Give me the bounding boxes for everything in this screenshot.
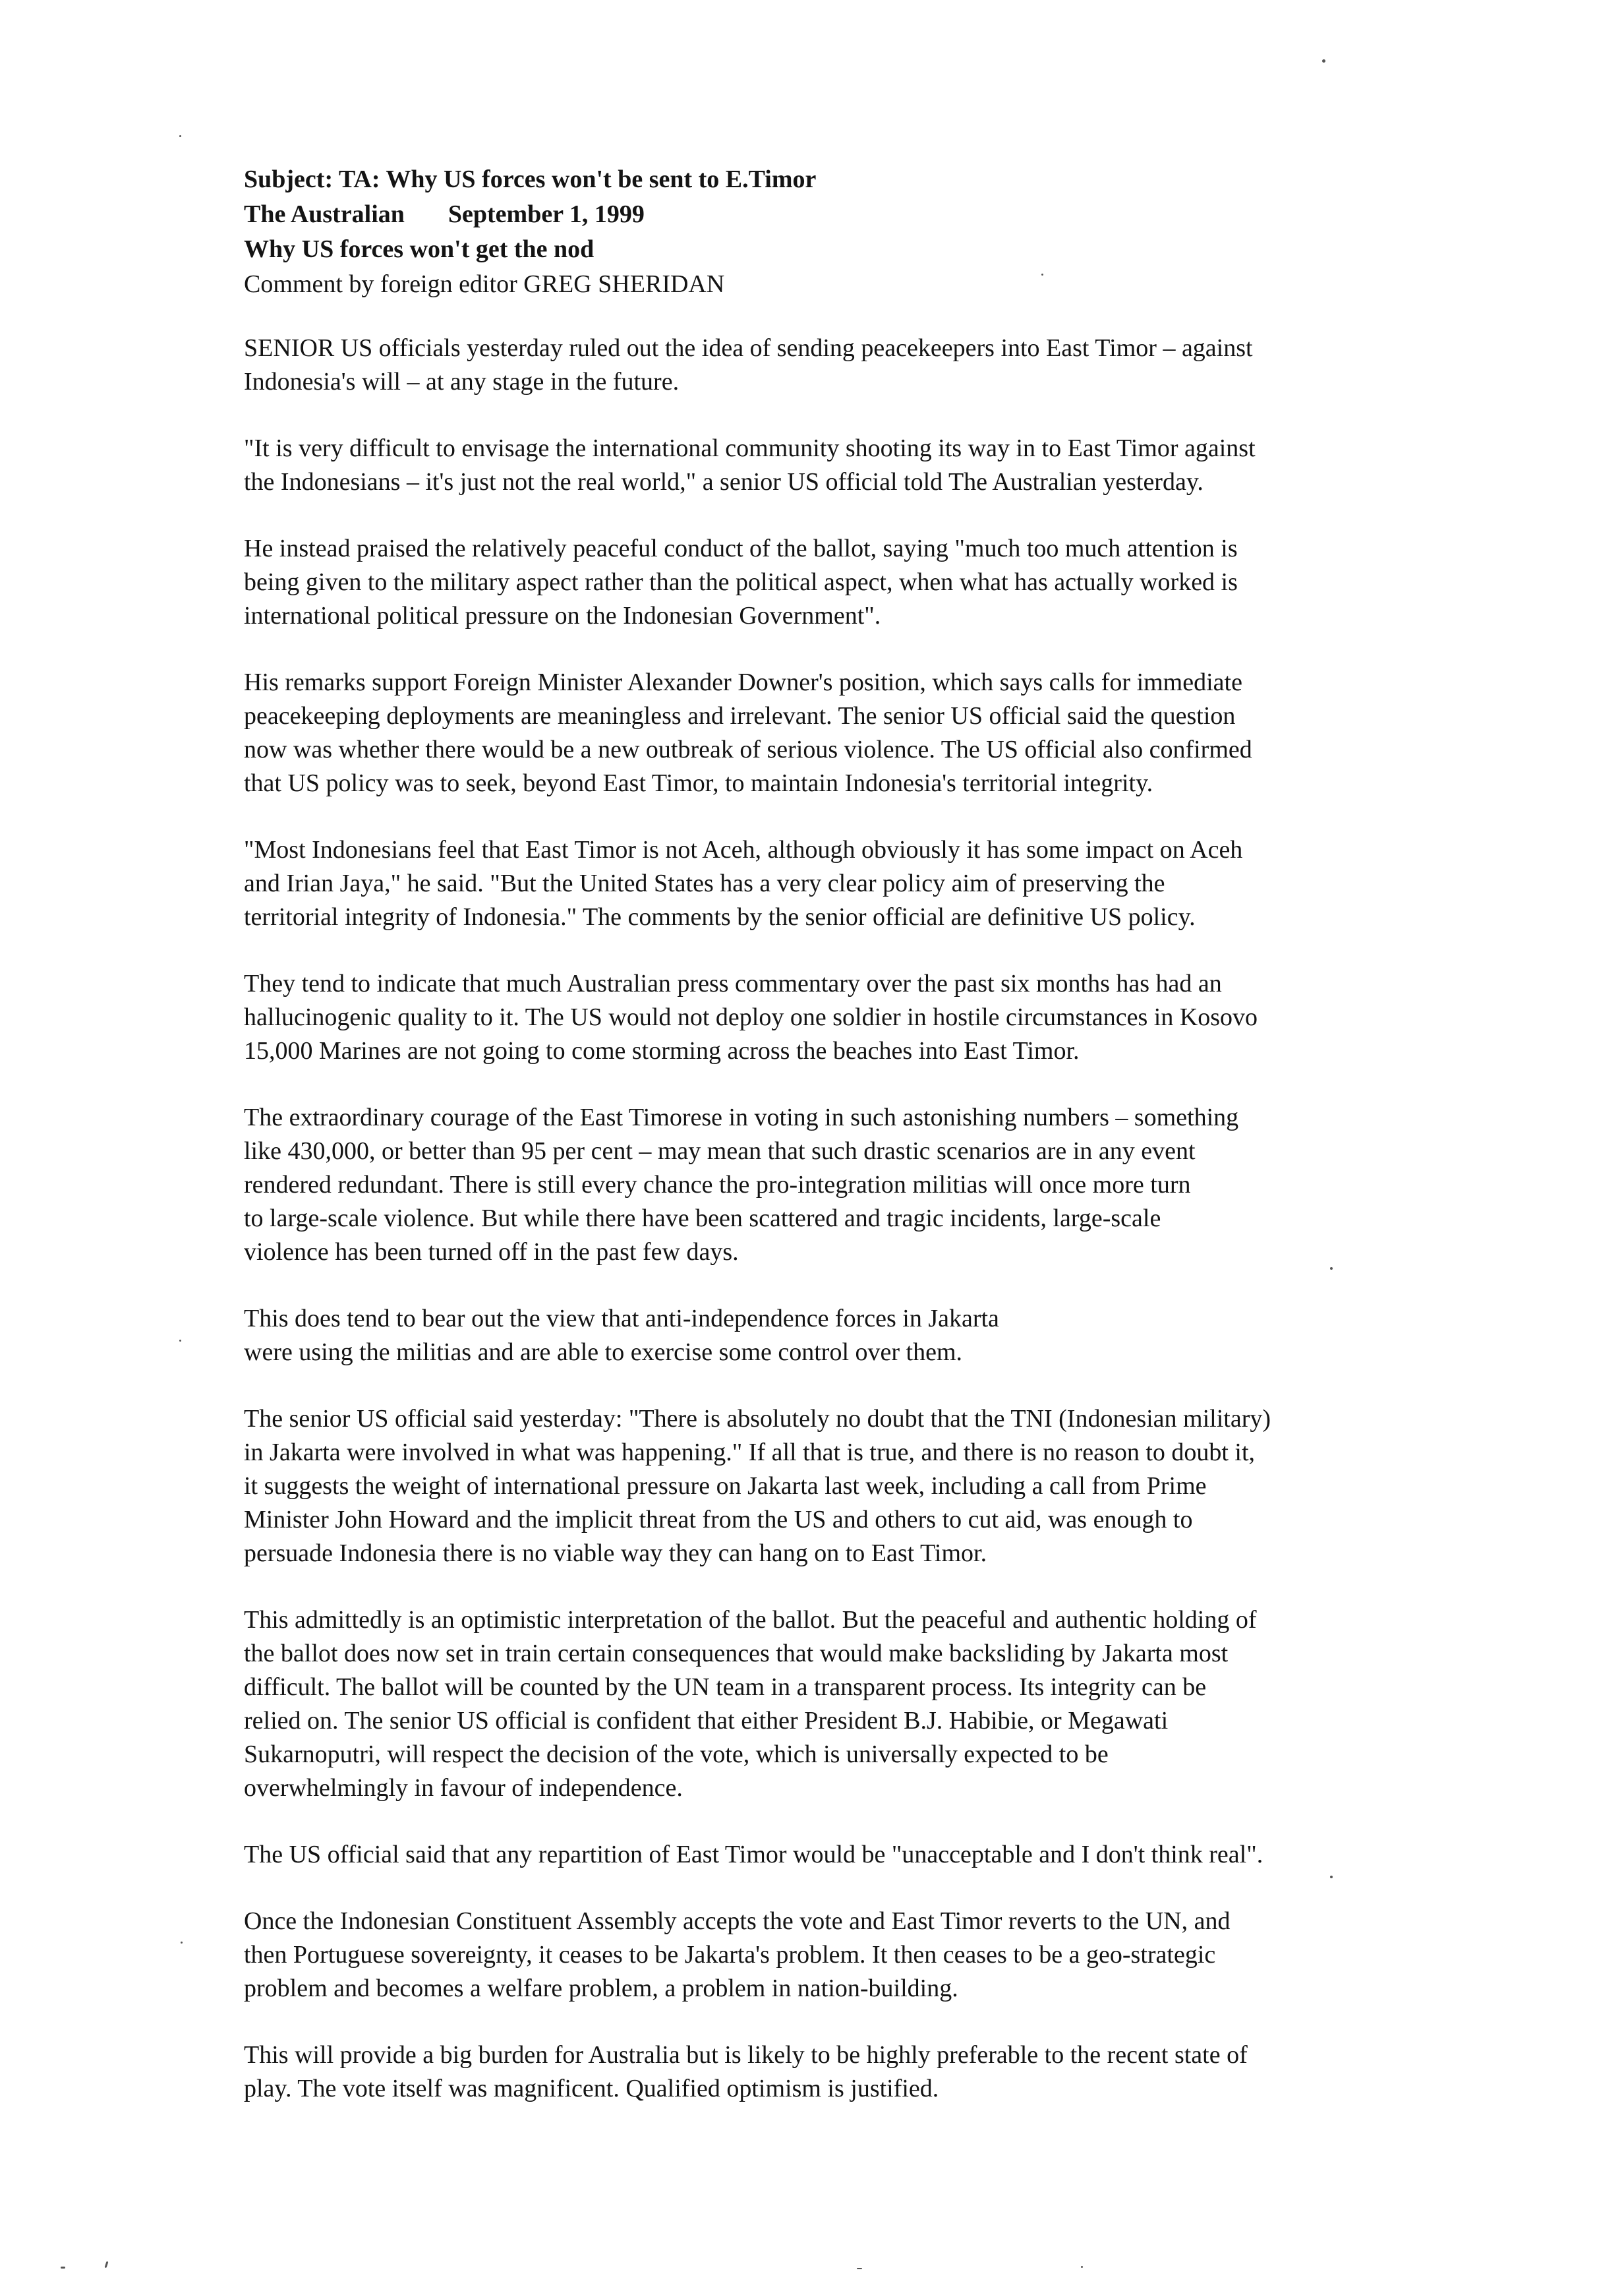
paragraph-line: This admittedly is an optimistic interpretation of the ballot. But the peaceful and authentic holding of <box>244 1606 1257 1634</box>
paragraph-line: "Most Indonesians feel that East Timor is not Aceh, although obviously it has some impact on Aceh <box>244 836 1243 864</box>
paragraph-line: persuade Indonesia there is no viable way they can hang on to East Timor. <box>244 1539 987 1567</box>
paragraph-line: overwhelmingly in favour of independence. <box>244 1774 683 1802</box>
scan-speck <box>1081 2266 1083 2268</box>
paragraph-line: then Portuguese sovereignty, it ceases to be Jakarta's problem. It then ceases to be a geo-strategic <box>244 1941 1216 1969</box>
article-paragraph <box>244 666 1424 800</box>
paragraph-line: being given to the military aspect rather than the political aspect, when what has actually worked is <box>244 568 1238 596</box>
scan-speck <box>179 1340 181 1342</box>
paragraph-line: Once the Indonesian Constituent Assembly accepts the vote and East Timor reverts to the UN, and <box>244 1907 1231 1935</box>
paragraph-line: to large-scale violence. But while there have been scattered and tragic incidents, large-scale <box>244 1204 1161 1232</box>
article-paragraph <box>244 332 1424 399</box>
paragraph-line: The extraordinary courage of the East Timorese in voting in such astonishing numbers – something <box>244 1104 1239 1131</box>
scan-speck <box>1330 1267 1333 1270</box>
scan-speck <box>857 2268 862 2269</box>
scan-speck <box>105 2261 109 2268</box>
paragraph-line: violence has been turned off in the past few days. <box>244 1238 739 1266</box>
paragraph-line: Sukarnoputri, will respect the decision of the vote, which is universally expected to be <box>244 1740 1109 1768</box>
paragraph-line: This will provide a big burden for Australia but is likely to be highly preferable to the recent state of <box>244 2041 1248 2069</box>
headline: Why US forces won't get the nod <box>244 235 594 263</box>
paragraph-line: "It is very difficult to envisage the international community shooting its way in to East Timor against <box>244 434 1256 462</box>
paragraph-line: in Jakarta were involved in what was happening." If all that is true, and there is no reason to doubt it, <box>244 1439 1256 1466</box>
paragraph-line: Minister John Howard and the implicit threat from the US and others to cut aid, was enough to <box>244 1506 1193 1533</box>
article <box>244 162 1424 2139</box>
paragraph-line: were using the militias and are able to exercise some control over them. <box>244 1338 963 1366</box>
paragraph-line: This does tend to bear out the view that anti-independence forces in Jakarta <box>244 1305 999 1332</box>
article-body <box>244 332 1424 2106</box>
article-paragraph <box>244 1302 1424 1369</box>
paragraph-line: The US official said that any repartition of East Timor would be "unacceptable and I don't think real". <box>244 1841 1263 1868</box>
paragraph-line: like 430,000, or better than 95 per cent – may mean that such drastic scenarios are in any event <box>244 1137 1196 1165</box>
paragraph-line: the Indonesians – it's just not the real world," a senior US official told The Australian yesterday. <box>244 468 1204 496</box>
paragraph-line: it suggests the weight of international pressure on Jakarta last week, including a call from Prime <box>244 1472 1207 1500</box>
paragraph-line: that US policy was to seek, beyond East Timor, to maintain Indonesia's territorial integrity. <box>244 769 1153 797</box>
scan-speck <box>1322 59 1325 63</box>
article-paragraph <box>244 1905 1424 2006</box>
paragraph-line: The senior US official said yesterday: "There is absolutely no doubt that the TNI (Indonesian military) <box>244 1405 1271 1433</box>
article-paragraph <box>244 1101 1424 1269</box>
paragraph-line: peacekeeping deployments are meaningless and irrelevant. The senior US official said the question <box>244 702 1236 730</box>
subject-line: Subject: TA: Why US forces won't be sent to E.Timor <box>244 165 817 193</box>
paragraph-line: international political pressure on the Indonesian Government". <box>244 602 881 630</box>
publication-name: The Australian <box>244 200 405 228</box>
paragraph-line: hallucinogenic quality to it. The US would not deploy one soldier in hostile circumstances in Kosovo <box>244 1003 1258 1031</box>
paragraph-line: now was whether there would be a new outbreak of serious violence. The US official also confirmed <box>244 736 1252 763</box>
article-paragraph <box>244 532 1424 633</box>
paragraph-line: Indonesia's will – at any stage in the future. <box>244 368 680 396</box>
paragraph-line: territorial integrity of Indonesia." The comments by the senior official are definitive US policy. <box>244 903 1196 931</box>
paragraph-line: play. The vote itself was magnificent. Qualified optimism is justified. <box>244 2075 939 2102</box>
article-paragraph <box>244 1402 1424 1570</box>
paragraph-line: relied on. The senior US official is confident that either President B.J. Habibie, or Megawati <box>244 1707 1169 1735</box>
paragraph-line: They tend to indicate that much Australian press commentary over the past six months has had an <box>244 970 1222 997</box>
paragraph-line: and Irian Jaya," he said. "But the United States has a very clear policy aim of preserving the <box>244 870 1165 897</box>
publication-date: September 1, 1999 <box>448 200 645 228</box>
paragraph-line: 15,000 Marines are not going to come storming across the beaches into East Timor. <box>244 1037 1080 1065</box>
scan-speck <box>1041 274 1043 276</box>
article-paragraph <box>244 833 1424 934</box>
paragraph-line: His remarks support Foreign Minister Alexander Downer's position, which says calls for immediate <box>244 669 1242 696</box>
paragraph-line: SENIOR US officials yesterday ruled out the idea of sending peacekeepers into East Timor – against <box>244 334 1253 362</box>
scan-speck <box>181 1942 183 1944</box>
article-paragraph <box>244 1603 1424 1805</box>
paragraph-line: He instead praised the relatively peaceful conduct of the ballot, saying "much too much attention is <box>244 535 1238 562</box>
article-paragraph <box>244 432 1424 499</box>
paragraph-line: rendered redundant. There is still every chance the pro-integration militias will once more turn <box>244 1171 1191 1199</box>
paragraph-line: problem and becomes a welfare problem, a problem in nation-building. <box>244 1975 958 2002</box>
article-paragraph <box>244 2038 1424 2106</box>
scan-speck <box>61 2267 65 2269</box>
scan-speck <box>1330 1876 1333 1878</box>
paragraph-line: the ballot does now set in train certain consequences that would make backsliding by Jakarta most <box>244 1640 1229 1667</box>
scan-speck <box>179 135 181 137</box>
article-paragraph <box>244 1838 1424 1872</box>
article-paragraph <box>244 967 1424 1068</box>
byline: Comment by foreign editor GREG SHERIDAN <box>244 270 725 298</box>
paragraph-line: difficult. The ballot will be counted by the UN team in a transparent process. Its integrity can be <box>244 1673 1207 1701</box>
source-line <box>244 197 1424 232</box>
